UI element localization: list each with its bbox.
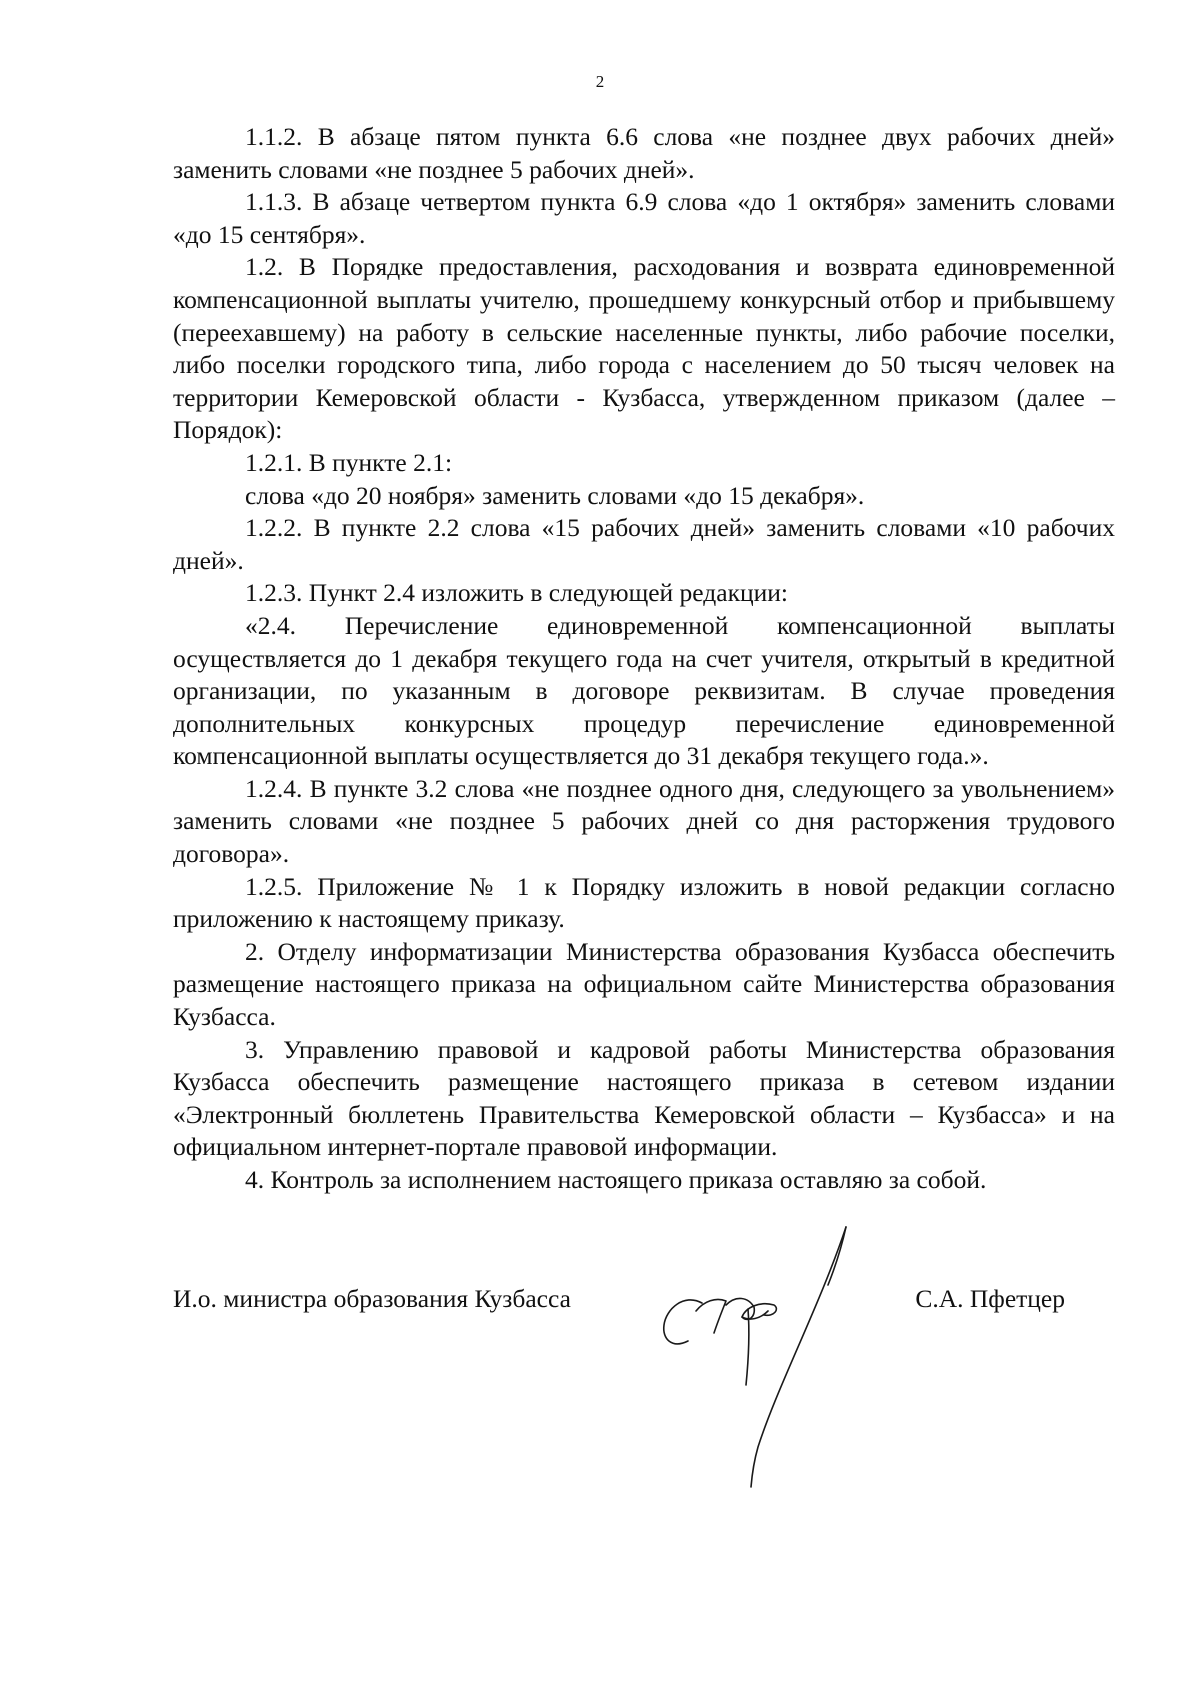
signature-block <box>173 1283 1115 1323</box>
paragraph-1-2-3: 1.2.3. Пункт 2.4 изложить в следующей редакции: <box>245 578 788 608</box>
signatory-position: И.о. министра образования Кузбасса <box>173 1284 571 1313</box>
paragraph-2: 2. Отделу информатизации Министерства образования Кузбасса обеспечить размещение настоящего приказа на официальном сайте Министерства образования Кузбасса. <box>173 936 1115 1032</box>
paragraph-1-1-3: 1.1.3. В абзаце четвертом пункта 6.9 слова «до 1 октября» заменить словами «до 15 сентября». <box>173 187 1115 249</box>
paragraph-3: 3. Управлению правовой и кадровой работы Министерства образования Кузбасса обеспечить размещение настоящего приказа в сетевом издании «Электронный бюллетень Правительства Кемеровской области – Кузбасса» и на официальном интернет-портале правовой информации. <box>173 1034 1115 1162</box>
paragraph-4: 4. Контроль за исполнением настоящего приказа оставляю за собой. <box>245 1165 987 1194</box>
paragraph-1-2-5: 1.2.5. Приложение № 1 к Порядку изложить в новой редакции согласно приложению к настоящему приказу. <box>173 871 1115 934</box>
paragraph-1-2-1-text: слова «до 20 ноября» заменить словами «до 15 декабря». <box>245 480 865 510</box>
document-body <box>173 121 1115 1197</box>
handwritten-signature-icon <box>650 1225 890 1495</box>
paragraph-1-1-2: 1.1.2. В абзаце пятом пункта 6.6 слова «не позднее двух рабочих дней» заменить словами «не позднее 5 рабочих дней». <box>173 122 1115 184</box>
paragraph-1-2-1: 1.2.1. В пункте 2.1: <box>245 447 453 477</box>
paragraph-1-2: 1.2. В Порядке предоставления, расходования и возврата единовременной компенсационной выплаты учителю, прошедшему конкурсный отбор и прибывшему (переехавшему) на работу в сельские населенные пункты, либо рабочие поселки, либо поселки городского типа, либо города с населением до 50 тысяч человек на территории Кемеровской области - Кузбасса, утвержденном приказом (далее – Порядок): <box>173 252 1115 445</box>
page-number: 2 <box>595 72 605 91</box>
paragraph-1-2-2: 1.2.2. В пункте 2.2 слова «15 рабочих дней» заменить словами «10 рабочих дней». <box>173 513 1115 575</box>
paragraph-1-2-4: 1.2.4. В пункте 3.2 слова «не позднее одного дня, следующего за увольнением» заменить словами «не позднее 5 рабочих дней со дня расторжения трудового договора». <box>173 773 1115 869</box>
signatory-name: С.А. Пфетцер <box>915 1284 1065 1313</box>
paragraph-2-4-quote: «2.4. Перечисление единовременной компенсационной выплаты осуществляется до 1 декабря текущего года на счет учителя, открытый в кредитной организации, по указанным в договоре реквизитам. В случае проведения дополнительных конкурсных процедур перечисление единовременной компенсационной выплаты осуществляется до 31 декабря текущего года.». <box>173 610 1115 771</box>
